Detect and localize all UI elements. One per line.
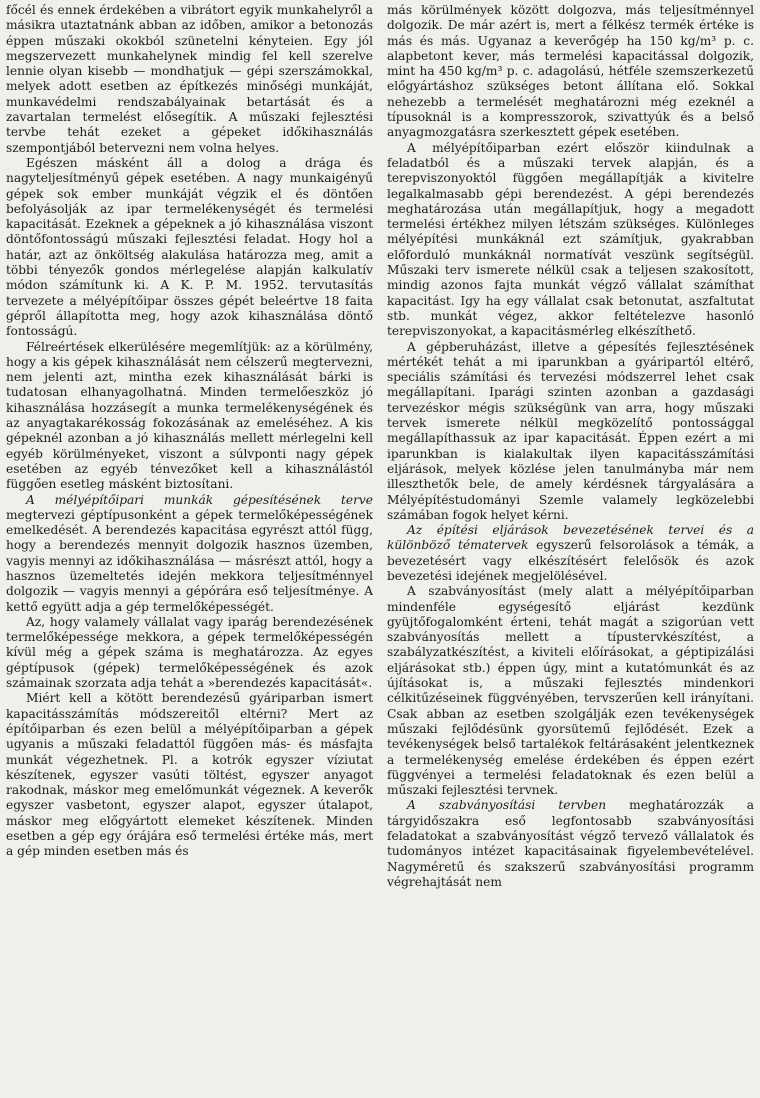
paragraph	[6, 340, 373, 493]
paragraph-text: Félreértések elkerülésére megemlítjük: az a körülmény, hogy a kis gépek kihasználását nem célszerű megtervezni, nem jelenti azt, mintha ezek kihasználását bárki is tudatosan elhanyagolhatná. Minden termelőeszköz jó kihasználása hozzásegít a munka termelékenységének és az anyagtakarékosság fokozásának az emeléséhez. A kis gépeknél azonban a jó kihasználás mellett mérlegelni kell egyéb körülményeket, viszont a súlvponti nagy gépek esetében az egyéb ténvezőket kell a kihasználástól függően esetleg másként biztosítani.	[6, 339, 373, 492]
paragraph	[6, 493, 373, 615]
paragraph-italic-lead: Az építési eljárások bevezetésének tervei és a különböző tématervek	[387, 523, 754, 553]
paragraph-text: megtervezi géptípusonként a gépek termelőképességének emelkedését. A berendezés kapacitása egyrészt attól függ, hogy a berendezés mennyit dolgozik hasznos üzemben, vagyis mennyi az időkihasználása — másrészt attól, hogy a hasznos üzemeltetés idején mekkora teljesítménnyel dolgozik — vagyis mennyi a gépórára eső teljesítménye. A kettő együtt adja a gép termelőképességét.	[6, 507, 373, 614]
paragraph-text: A gépberuházást, illetve a gépesítés fejlesztésének mértékét tehát a mi iparunkban a gyáripartól eltérő, speciális számítási és tervezési módszerrel lehet csak megállapítani. Iparági szinten azonban a gazdasági tervezéskor mégis szükségünk van arra, hogy műszaki tervek ismerete nélkül megközelítő pontossággal megállapíthassuk az ipar kapacitását. Éppen ezért a mi iparunkban is kialakultak ilyen kapacitásszámítási eljárások, melyek közlése jelen tanulmányba már nem illeszthetők bele, de amely kérdésnek tárgyalására a Mélyépítéstudományi Szemle valamely legközelebbi számában fogok helyet kérni.	[387, 339, 754, 522]
left-column	[6, 3, 373, 1098]
paragraph	[6, 615, 373, 691]
paragraph-italic-lead: A szabványosítási tervben	[407, 798, 607, 813]
paragraph-italic-lead: A mélyépítőipari munkák gépesítésének terve	[26, 492, 373, 507]
paragraph-text: Miért kell a kötött berendezésű gyáriparban ismert kapacitásszámítás módszereitől eltérni? Mert az építőiparban és ezen belül a mélyépítőiparban a gépek ugyanis a műszaki feladattól függően más- és másfajta munkát végezhetnek. Pl. a kotrók egyszer víziutat készítenek, egyszer vasúti töltést, egyszer anyagot rakodnak, máskor meg emelőmunkát végeznek. A keverők egyszer vasbetont, egyszer alapot, egyszer útalapot, máskor meg előgyártott elemeket készítenek. Minden esetben a gép egy órájára eső termelési értéke más, mert a gép minden esetben más és	[6, 691, 373, 859]
paragraph-text: A szabványosítást (mely alatt a mélyépítőiparban mindenféle egységesítő eljárást kezdünk gyüjtőfogalomként érteni, tehát magát a szigorúan vett szabványosítás mellett a típustervkészítést, a szabályzatkészítést, a kiviteli előírásokat, a géptipizálási eljárásokat stb.) éppen úgy, mint a kutatómunkát és az újításokat is, a műszaki fejlesztés mindenkori célkitűzéseinek függvényében, tervszerűen kell irányítani. Csak abban az esetben szolgálják ezen tevékenységek műszaki fejlődésünk gyorsütemű fejlődését. Ezek a tevékenységek belső tartalékok feltárásaként jelentkeznek a termelékenység emelése érdekében és éppen ezért függvényei a termelési feladatoknak és ezen belül a műszaki fejlesztési tervnek.	[387, 584, 754, 798]
paragraph-text: Egészen másként áll a dolog a drága és nagyteljesítményű gépek esetében. A nagy munkaigényű gépek sok ember munkáját végzik el és döntően befolyásolják az ipar termelékenységét és termelési kapacitását. Ezeknek a gépeknek a jó kihasználása viszont döntőfontosságú műszaki fejlesztési feladat. Hogy hol a határ, azt az önköltség alakulása határozza meg, amit a többi tényezők gondos mérlegelése alapján kalkulatív módon számítunk ki. A K. P. M. 1952. tervutasítás tervezete a mélyépítőipar összes gépét beleértve 18 faita gépről állapította meg, hogy azok kihasználása döntő fontosságú.	[6, 155, 373, 339]
paragraph	[387, 584, 754, 798]
paragraph-text: más körülmények között dolgozva, más teljesítménnyel dolgozik. De már azért is, mert a félkész termék értéke is más és más. Ugyanaz a keverőgép ha 150 kg/m³ p. c. alapbetont kever, más termelési kapacitással dolgozik, mint ha 450 kg/m³ p. c. adagolású, hétféle szemszerkezetű előgyártáshoz szükséges betont állítana elő. Sokkal nehezebb a termelését meghatározni még ezeknél a típusoknál is a kompresszorok, szivattyúk és a belső anyagmozgatásra szerkesztett gépek esetében.	[387, 3, 754, 140]
paragraph	[6, 156, 373, 340]
paragraph	[387, 523, 754, 584]
paragraph	[6, 3, 373, 156]
paragraph-text: A mélyépítőiparban ezért először kiindulnak a feladatból és a műszaki tervek alapján, és a terepviszonyoktól függően megállapítják a kivitelre legalkalmasabb gépi berendezést. A gépi berendezés meghatározása után megállapítjuk, hogy a megadott termelési értékhez milyen létszám szükséges. Különleges mélyépítési munkáknál ezt számítjuk, gyakrabban előforduló munkáknál normatívát veszünk segítségül. Műszaki terv ismerete nélkül csak a teljesen szakosított, mindig azonos fajta munkát végző vállalat számíthat kapacitást. Igy ha egy vállalat csak betonutat, aszfaltutat stb. munkát végez, akkor feltételezve hasonló terepviszonyokat, a kapacitásmérleg elkészíthető.	[387, 140, 754, 339]
paragraph	[387, 141, 754, 340]
paragraph-text: meghatározzák a tárgyidőszakra eső legfontosabb szabványosítási feladatokat a szabványosítást végző tervező vállalatok és tudományos intézet kapacitásainak figyelembevételével. Nagyméretű és szakszerű szabványosítási programm végrehajtását nem	[387, 798, 754, 889]
paragraph	[387, 3, 754, 141]
paragraph-text: Az, hogy valamely vállalat vagy iparág berendezésének termelőképessége mekkora, a gépek termelőképességén kívül még a gépek száma is meghatározza. Az egyes géptípusok (gépek) termelőképességének és azok számainak szorzata adja tehát a »berendezés kapacitását«.	[6, 614, 373, 691]
paragraph	[6, 691, 373, 859]
paragraph-text: egyszerű felsorolások a témák, a bevezetésért vagy elkészítésért felelősök és azok bevezetési idejének megjelölésével.	[387, 538, 754, 583]
paragraph	[387, 340, 754, 524]
paragraph	[387, 798, 754, 890]
paragraph-text: főcél és ennek érdekében a vibrátort egyik munkahelyről a másikra utaztatnánk abban az időben, amikor a betonozás éppen műszaki okokból szünetelni kényteien. Egy jól megszervezett munkahelynek mindig fel kell szerelve lennie olyan kisebb — mondhatjuk — gépi szerszámokkal, melyek adott esetben az építkezés minőségi munkáját, munkavédelmi rendszabályainak betartását és a zavartalan termelést elősegítik. A műszaki fejlesztési tervbe tehát ezeket a gépeket időkihasználás szempontjából betervezni nem volna helyes.	[6, 3, 373, 155]
right-column	[387, 3, 754, 1098]
